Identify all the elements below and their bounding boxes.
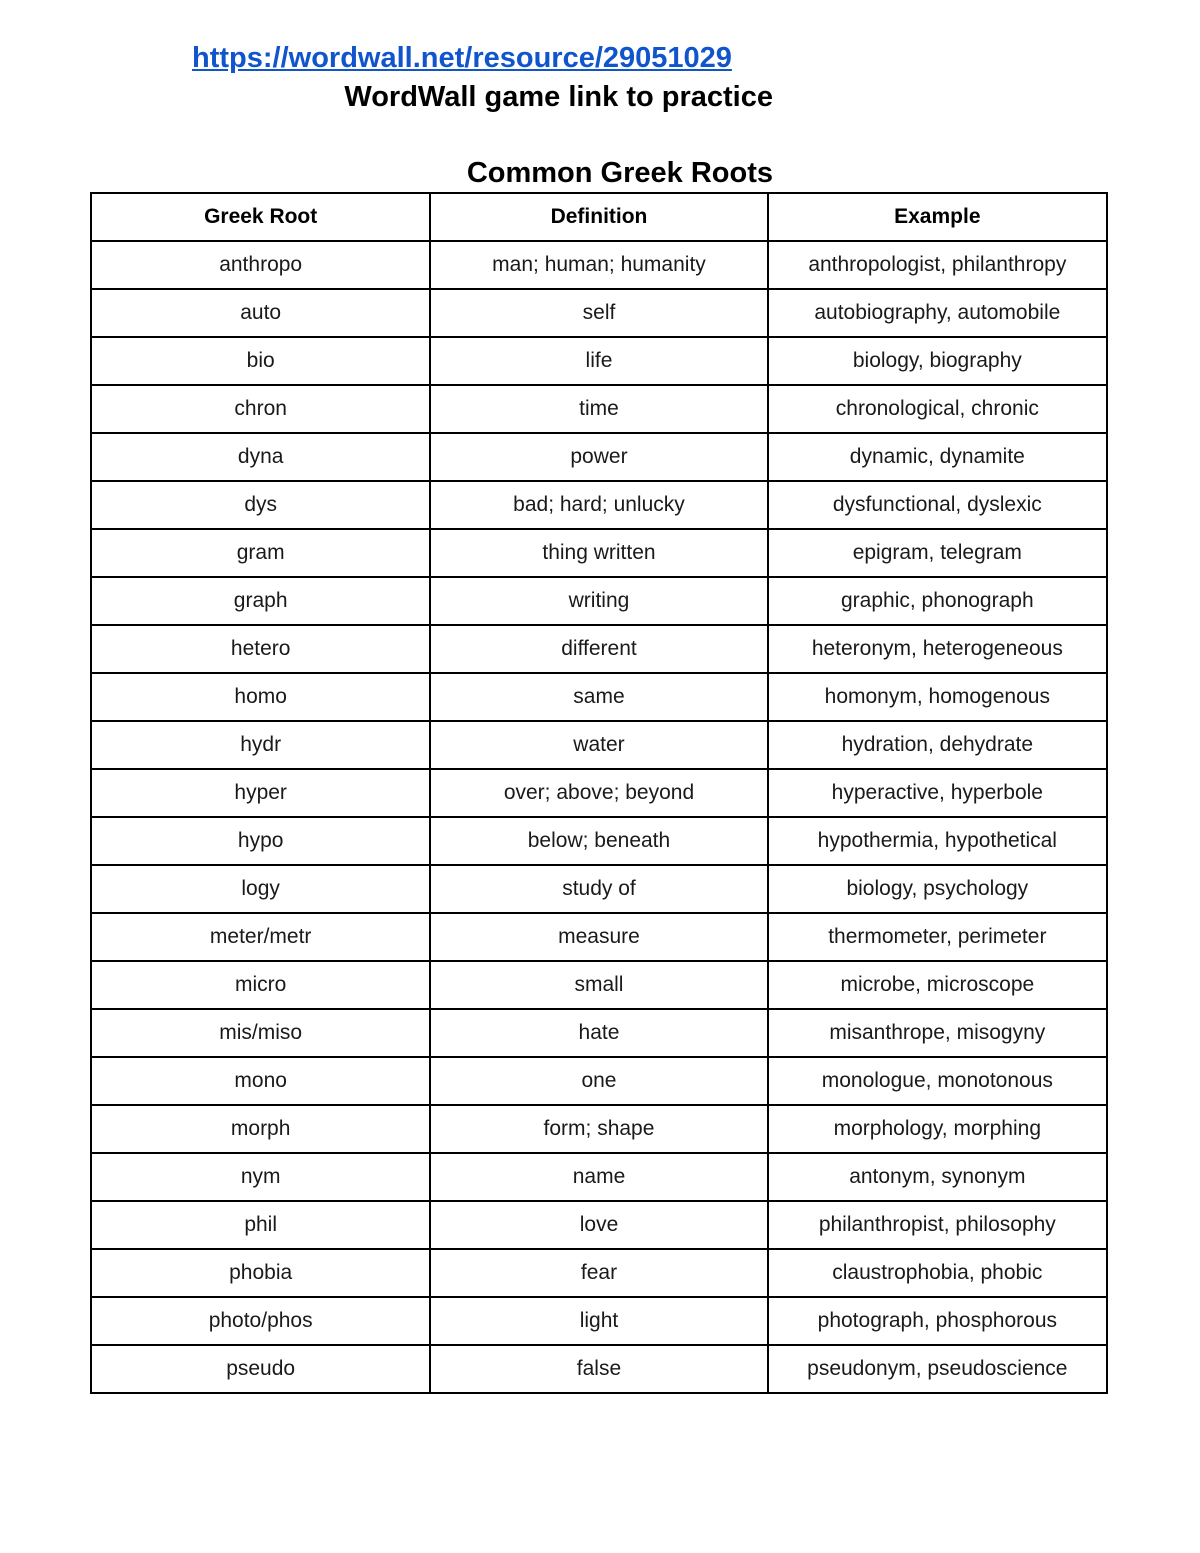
wordwall-link[interactable]: https://wordwall.net/resource/29051029 [192, 42, 732, 74]
cell-greek-root: hyper [91, 769, 430, 817]
cell-example: dysfunctional, dyslexic [768, 481, 1107, 529]
table-row [91, 817, 1107, 865]
table-row [91, 433, 1107, 481]
table-row [91, 721, 1107, 769]
table-header-row [91, 193, 1107, 241]
cell-greek-root: chron [91, 385, 430, 433]
cell-definition: self [430, 289, 767, 337]
cell-definition: hate [430, 1009, 767, 1057]
cell-example: dynamic, dynamite [768, 433, 1107, 481]
cell-greek-root: phil [91, 1201, 430, 1249]
cell-definition: name [430, 1153, 767, 1201]
cell-example: heteronym, heterogeneous [768, 625, 1107, 673]
table-row [91, 769, 1107, 817]
table-row [91, 913, 1107, 961]
table-row [91, 865, 1107, 913]
table-row [91, 1057, 1107, 1105]
cell-example: chronological, chronic [768, 385, 1107, 433]
cell-greek-root: bio [91, 337, 430, 385]
cell-example: thermometer, perimeter [768, 913, 1107, 961]
cell-greek-root: meter/metr [91, 913, 430, 961]
cell-example: claustrophobia, phobic [768, 1249, 1107, 1297]
cell-greek-root: hypo [91, 817, 430, 865]
table-row [91, 241, 1107, 289]
cell-definition: measure [430, 913, 767, 961]
cell-definition: love [430, 1201, 767, 1249]
cell-definition: same [430, 673, 767, 721]
table-row [91, 1345, 1107, 1393]
column-header-greek-root: Greek Root [91, 193, 430, 241]
table-row [91, 577, 1107, 625]
cell-definition: life [430, 337, 767, 385]
cell-definition: time [430, 385, 767, 433]
cell-example: hyperactive, hyperbole [768, 769, 1107, 817]
cell-example: hydration, dehydrate [768, 721, 1107, 769]
table-row [91, 481, 1107, 529]
link-caption: WordWall game link to practice [344, 81, 773, 113]
greek-roots-table [90, 192, 1108, 1394]
cell-greek-root: gram [91, 529, 430, 577]
page-title: Common Greek Roots [466, 157, 773, 189]
cell-definition: bad; hard; unlucky [430, 481, 767, 529]
cell-greek-root: photo/phos [91, 1297, 430, 1345]
cell-definition: light [430, 1297, 767, 1345]
cell-definition: man; human; humanity [430, 241, 767, 289]
cell-definition: below; beneath [430, 817, 767, 865]
cell-greek-root: dyna [91, 433, 430, 481]
cell-example: homonym, homogenous [768, 673, 1107, 721]
cell-definition: thing written [430, 529, 767, 577]
cell-greek-root: auto [91, 289, 430, 337]
cell-definition: different [430, 625, 767, 673]
cell-example: photograph, phosphorous [768, 1297, 1107, 1345]
cell-greek-root: mono [91, 1057, 430, 1105]
cell-definition: form; shape [430, 1105, 767, 1153]
cell-definition: one [430, 1057, 767, 1105]
cell-greek-root: phobia [91, 1249, 430, 1297]
table-row [91, 961, 1107, 1009]
cell-example: antonym, synonym [768, 1153, 1107, 1201]
cell-example: hypothermia, hypothetical [768, 817, 1107, 865]
table-row [91, 673, 1107, 721]
cell-definition: false [430, 1345, 767, 1393]
table-row [91, 1105, 1107, 1153]
cell-greek-root: homo [91, 673, 430, 721]
cell-definition: fear [430, 1249, 767, 1297]
table-row [91, 385, 1107, 433]
cell-definition: power [430, 433, 767, 481]
column-header-example: Example [768, 193, 1107, 241]
table-row [91, 1201, 1107, 1249]
cell-example: biology, psychology [768, 865, 1107, 913]
cell-definition: small [430, 961, 767, 1009]
cell-example: biology, biography [768, 337, 1107, 385]
table-body [91, 241, 1107, 1393]
cell-example: philanthropist, philosophy [768, 1201, 1107, 1249]
column-header-definition: Definition [430, 193, 767, 241]
cell-greek-root: anthropo [91, 241, 430, 289]
cell-greek-root: logy [91, 865, 430, 913]
cell-example: autobiography, automobile [768, 289, 1107, 337]
table-row [91, 1153, 1107, 1201]
cell-example: anthropologist, philanthropy [768, 241, 1107, 289]
table-row [91, 1009, 1107, 1057]
cell-definition: study of [430, 865, 767, 913]
cell-example: misanthrope, misogyny [768, 1009, 1107, 1057]
cell-example: pseudonym, pseudoscience [768, 1345, 1107, 1393]
cell-greek-root: pseudo [91, 1345, 430, 1393]
table-row [91, 625, 1107, 673]
table-row [91, 529, 1107, 577]
cell-greek-root: micro [91, 961, 430, 1009]
cell-example: epigram, telegram [768, 529, 1107, 577]
cell-definition: writing [430, 577, 767, 625]
cell-definition: over; above; beyond [430, 769, 767, 817]
cell-greek-root: dys [91, 481, 430, 529]
cell-example: monologue, monotonous [768, 1057, 1107, 1105]
cell-example: microbe, microscope [768, 961, 1107, 1009]
cell-greek-root: nym [91, 1153, 430, 1201]
cell-greek-root: hetero [91, 625, 430, 673]
table-row [91, 289, 1107, 337]
cell-example: morphology, morphing [768, 1105, 1107, 1153]
cell-example: graphic, phonograph [768, 577, 1107, 625]
cell-greek-root: hydr [91, 721, 430, 769]
table-row [91, 1249, 1107, 1297]
cell-greek-root: morph [91, 1105, 430, 1153]
cell-greek-root: mis/miso [91, 1009, 430, 1057]
cell-definition: water [430, 721, 767, 769]
table-row [91, 1297, 1107, 1345]
cell-greek-root: graph [91, 577, 430, 625]
table-row [91, 337, 1107, 385]
